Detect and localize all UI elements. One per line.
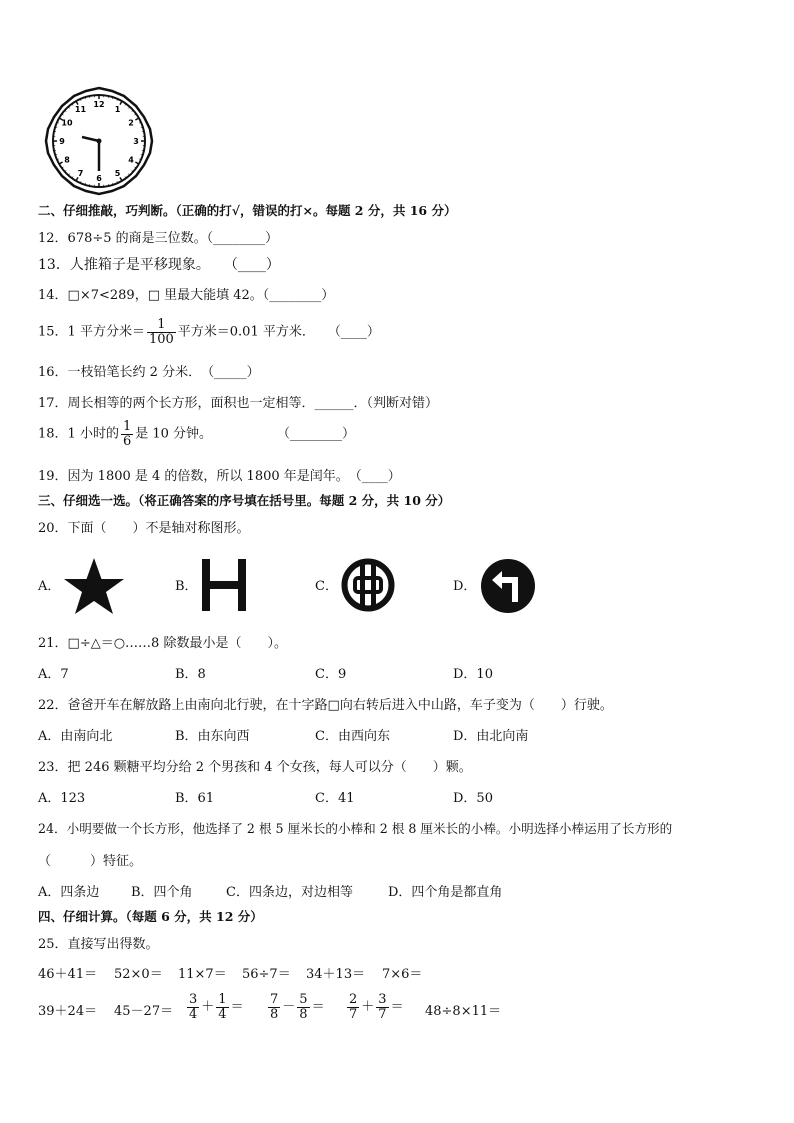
q24-option-a: A．四条边 [38, 885, 100, 900]
q20-option-b: B． [175, 579, 198, 594]
question-18 [38, 420, 355, 448]
q18-text-post: 是 10 分钟。 （________） [135, 426, 356, 442]
clock-tick [135, 118, 138, 120]
turn-left-sign-icon [480, 558, 536, 614]
clock-numeral: 4 [128, 155, 134, 165]
clock-numeral: 6 [96, 174, 102, 183]
question-24-line2: （ ）特征。 [38, 854, 143, 869]
q24-option-d: D．四个角是都直角 [388, 885, 503, 900]
calc-item: 56÷7＝ [242, 967, 291, 982]
clock-numeral: 2 [128, 118, 134, 128]
clock-icon [44, 86, 154, 196]
clock-numeral: 5 [114, 169, 121, 178]
q20-option-a: A． [38, 579, 61, 594]
question-25: 25．直接写出得数。 [38, 937, 159, 952]
calc-item: 7×6＝ [382, 967, 423, 982]
question-13: 13．人推箱子是平移现象。 （____） [38, 257, 280, 273]
clock-tick [135, 162, 138, 164]
question-16: 16．一枝铅笔长约 2 分米． （_____） [38, 365, 260, 380]
question-14: 14．□×7<289，□ 里最大能填 42。（________） [38, 288, 335, 303]
q23-option-a: A．123 [38, 791, 86, 806]
clock-numeral: 12 [93, 100, 105, 109]
fraction-calc-2: $\frac{7}{8}$ － $\frac{5}{8}$ ＝ [270, 992, 325, 1022]
q21-option-d: D．10 [453, 667, 493, 682]
clock-tick [59, 162, 62, 164]
question-23: 23．把 246 颗糖平均分给 2 个男孩和 4 个女孩，每人可以分（ ）颗。 [38, 760, 472, 775]
q23-option-d: D．50 [453, 791, 493, 806]
calc-item: 11×7＝ [178, 967, 227, 982]
bank-logo-icon [341, 558, 395, 612]
clock-numeral: 8 [64, 155, 70, 165]
calc-item: 34＋13＝ [306, 967, 366, 982]
section2-heading: 二、仔细推敲，巧判断。（正确的打√，错误的打×。每题 2 分，共 16 分） [38, 203, 457, 218]
question-19: 19．因为 1800 是 4 的倍数，所以 1800 年是闰年。 （____） [38, 469, 401, 484]
clock-numeral: 9 [59, 137, 65, 146]
clock-numeral: 1 [114, 105, 121, 114]
question-15 [38, 318, 380, 346]
calc-item: 46＋41＝ [38, 967, 98, 982]
q24-option-c: C．四条边，对边相等 [226, 885, 353, 900]
question-21: 21．□÷△＝○……8 除数最小是（ ）。 [38, 636, 287, 651]
q21-option-c: C．9 [315, 667, 347, 682]
q21-option-b: B．8 [175, 667, 206, 682]
letter-h-icon [202, 559, 246, 611]
q15-fraction: $\frac{1}{100}$ [148, 317, 174, 347]
q20-option-d: D． [453, 579, 477, 594]
q18-fraction: $\frac{1}{6}$ [122, 419, 132, 449]
q18-text-pre: 18．1 小时的 [38, 426, 119, 442]
clock-numeral: 10 [61, 118, 73, 128]
clock-tick [120, 177, 122, 180]
question-24-line1: 24．小明要做一个长方形，他选择了 2 根 5 厘米长的小棒和 2 根 8 厘米长的小棒。小明选择小棒运用了长方形的 [38, 821, 673, 836]
q22-option-d: D．由北向南 [453, 729, 529, 744]
q22-option-b: B．由东向西 [175, 729, 250, 744]
q22-option-c: C．由西向东 [315, 729, 390, 744]
question-22: 22．爸爸开车在解放路上由南向北行驶，在十字路□向右转后进入中山路，车子变为（ ）行驶。 [38, 698, 613, 713]
question-12: 12．678÷5 的商是三位数。（________） [38, 231, 279, 246]
calc-item: 52×0＝ [114, 967, 163, 982]
clock-numeral: 11 [74, 105, 87, 114]
q20-option-c: C． [315, 579, 338, 594]
calc-item: 45－27＝ [114, 1004, 174, 1019]
question-20: 20．下面（ ）不是轴对称图形。 [38, 521, 250, 536]
calc-item: 39＋24＝ [38, 1004, 98, 1019]
q23-option-b: B．61 [175, 791, 215, 806]
q21-option-a: A．7 [38, 667, 69, 682]
q15-text-post: 平方米＝0.01 平方米． （____） [177, 324, 380, 340]
q15-text-pre: 15．1 平方分米＝ [38, 324, 145, 340]
q22-option-a: A．由南向北 [38, 729, 113, 744]
section3-heading: 三、仔细选一选。（将正确答案的序号填在括号里。每题 2 分，共 10 分） [38, 493, 451, 508]
clock-tick [120, 101, 122, 104]
clock-numeral: 7 [77, 169, 84, 178]
section4-heading: 四、仔细计算。（每题 6 分，共 12 分） [38, 909, 263, 924]
star-icon [62, 558, 126, 614]
q24-option-b: B．四个角 [131, 885, 193, 900]
fraction-calc-3: $\frac{2}{7}$ ＋ $\frac{3}{7}$ ＝ [349, 992, 404, 1022]
q23-option-c: C．41 [315, 791, 355, 806]
calc-item: 48÷8×11＝ [425, 1004, 502, 1019]
question-17: 17．周长相等的两个长方形，面积也一定相等．______．（判断对错） [38, 396, 439, 411]
fraction-calc-1: $\frac{3}{4}$ ＋ $\frac{1}{4}$ ＝ [189, 992, 244, 1022]
clock-numeral: 3 [133, 137, 139, 146]
